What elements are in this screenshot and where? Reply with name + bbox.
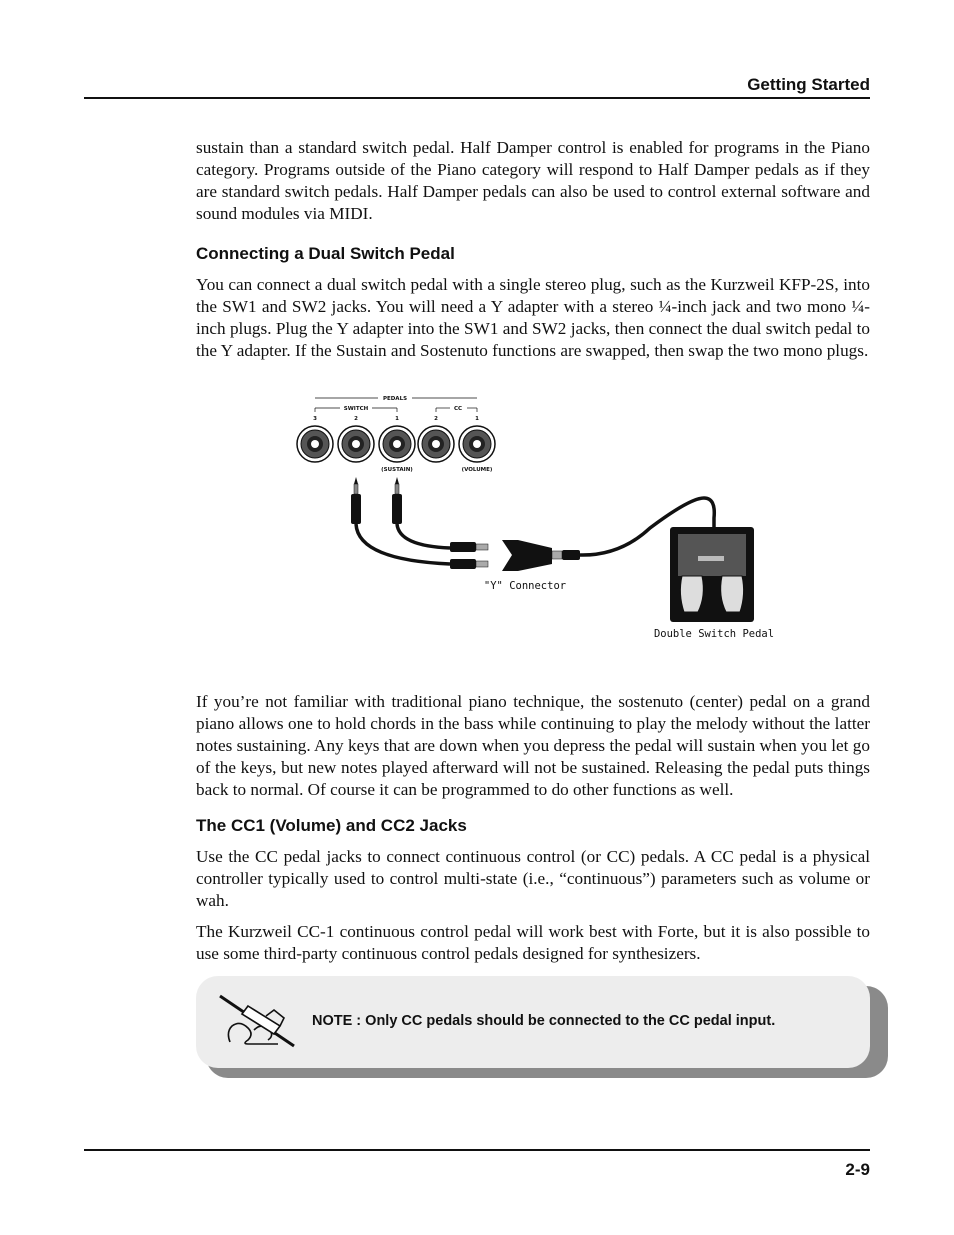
dual-switch-pedal-diagram [290,388,790,648]
jack-sw2 [338,426,374,462]
heading-dual-switch-pedal: Connecting a Dual Switch Pedal [196,244,455,263]
paragraph-cc1-pedal: The Kurzweil CC-1 continuous control pedal will work best with Forte, but it is also possible to use some third-party continuous control pedals designed for synthesizers. [196,922,870,963]
pen-writing-icon [218,992,300,1048]
paragraph-cc-pedals: Use the CC pedal jacks to connect continuous control (or CC) pedals. A CC pedal is a physical controller typically used to control multi-state (i.e., “continuous”) parameters such as volume or wah. [196,847,870,910]
paragraph-sustain: sustain than a standard switch pedal. Half Damper control is enabled for programs in the Piano category. Programs outside of the Piano category will respond to Half Damper pedals as if they are standard switch pedals. Half Damper pedals can also be used to control external software and sound modules via MIDI. [196,138,870,223]
sustain-label: (SUSTAIN) [381,467,413,473]
jack-sw1 [379,426,415,462]
jack-number-label: 2 [354,416,358,422]
double-switch-pedal-caption: Double Switch Pedal [653,628,775,640]
mono-plug-left [351,477,361,524]
jack-number-label: 3 [313,416,317,422]
paragraph-dual-switch: You can connect a dual switch pedal with a single stereo plug, such as the Kurzweil KFP-2S, into the SW1 and SW2 jacks. You will need a Y adapter with a stereo ¼-inch jack and two mono ¼-inch plugs. Plug the Y adapter into the SW1 and SW2 jacks, then connect the dual switch pedal to the Y adapter. If the Sustain and Sostenuto functions are swapped, then swap the two mono plugs. [196,275,870,360]
jack-number-label: 1 [395,416,399,422]
cc-group-label: CC [453,406,463,412]
mono-plug-right [392,477,402,524]
jack-cc2 [418,426,454,462]
volume-label: (VOLUME) [461,467,493,473]
switch-group-label: SWITCH [343,406,369,412]
header-section-title: Getting Started [747,75,870,94]
y-connector-caption: "Y" Connector [483,580,567,592]
heading-cc-jacks: The CC1 (Volume) and CC2 Jacks [196,816,467,835]
double-switch-pedal [670,527,754,622]
y-connector [450,540,580,571]
jack-number-label: 2 [434,416,438,422]
jack-cc1 [459,426,495,462]
jack-sw3 [297,426,333,462]
note-text: NOTE : Only CC pedals should be connected to the CC pedal input. [312,1013,776,1029]
page-number: 2-9 [845,1160,870,1179]
panel-title-label: PEDALS [382,396,408,402]
header-rule [84,97,870,99]
jack-number-label: 1 [475,416,479,422]
paragraph-sostenuto: If you’re not familiar with traditional piano technique, the sostenuto (center) pedal on a grand piano allows one to hold chords in the bass while continuing to play the melody without the latter notes sustaining. Any keys that are down when you depress the pedal will sustain when you let go of the keys, but new notes played afterward will not be sustained. Releasing the pedal puts things back to normal. Of course it can be programmed to do other functions as well. [196,692,870,799]
footer-rule [84,1149,870,1151]
